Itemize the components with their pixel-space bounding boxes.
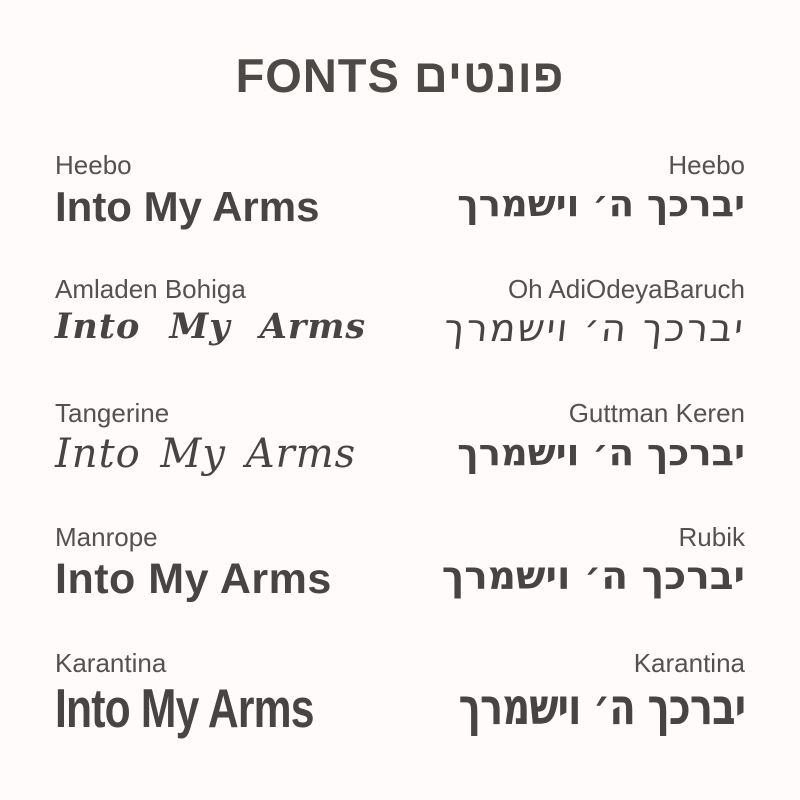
page-title-english: FONTS [235,49,400,102]
hebrew-cell [400,523,745,600]
font-sample-latin: Into My Arms [55,678,314,740]
font-sample-hebrew: יברכך ה׳ וישמרך [457,430,745,475]
font-sample-latin: Into My Arms [55,182,320,230]
font-name-label: Karantina [55,647,167,678]
latin-cell [55,275,400,347]
hebrew-cell [400,274,748,351]
font-rows [55,150,748,740]
font-sample-hebrew: יברכך ה׳ וישמרך [442,306,748,351]
font-name-label: Oh AdiOdeyaBaruch [507,274,745,305]
page-title-hebrew: פונטים [413,49,565,102]
font-sample-hebrew: יברכך ה׳ וישמרך [458,677,745,737]
font-sample-latin: Into My Arms [55,431,357,478]
page-title [55,48,745,103]
font-row-karantina [55,649,745,741]
hebrew-cell [400,649,745,736]
font-sample-hebrew: יברכך ה׳ וישמרך [441,554,745,600]
font-sample-latin: Into My Arms [55,555,332,604]
font-name-label: Manrope [55,522,158,553]
font-name-label: Heebo [55,150,132,180]
font-name-label: Amladen Bohiga [55,274,246,305]
latin-cell [55,523,400,604]
latin-cell [55,151,400,231]
font-row-manrope-rubik [55,523,745,604]
font-name-label: Rubik [678,522,745,553]
latin-cell [55,649,400,741]
font-name-label: Guttman Keren [568,398,745,429]
font-row-tangerine [55,399,745,479]
font-sample-latin: Into My Arms [55,306,367,348]
latin-cell [55,399,400,477]
font-sample-hebrew: יברכך ה׳ וישמרך [457,181,745,225]
font-name-label: Tangerine [55,398,170,429]
font-row-amladen-bohiga [55,274,748,355]
font-name-label: Karantina [633,647,745,678]
font-name-label: Heebo [668,150,745,180]
font-row-heebo [55,151,745,231]
hebrew-cell [400,151,745,225]
hebrew-cell [400,399,745,473]
